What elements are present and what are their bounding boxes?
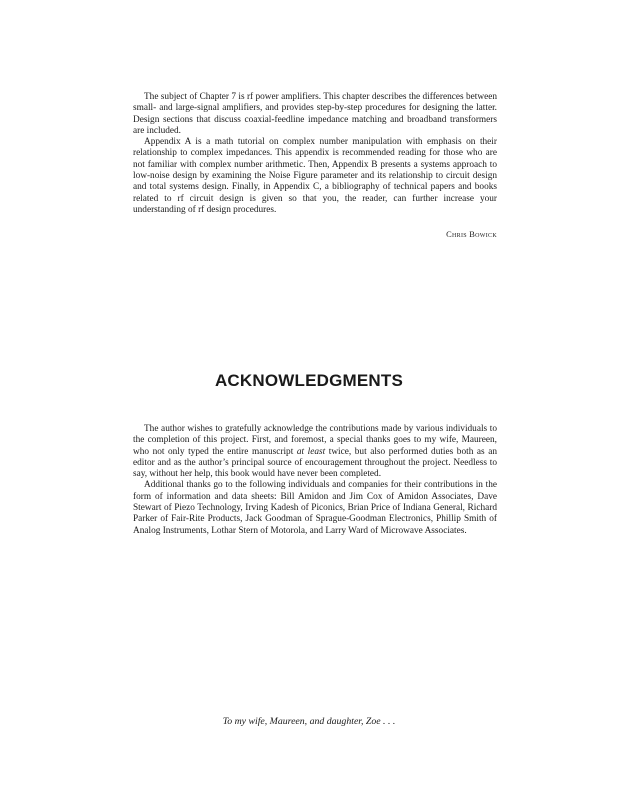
acknowledgments-text: [133, 424, 497, 537]
author-signature: Chris Bowick: [446, 230, 497, 239]
ack-text-part: The author wishes to gratefully acknowledge the contributions made by various individuals to the completion of this project. First, and foremost, a special thanks goes to my wife, Maureen, who not only typed the entire manuscript: [133, 424, 497, 457]
preface-paragraph-chapter7: The subject of Chapter 7 is rf power amplifiers. This chapter describes the differences between small- and large-signal amplifiers, and provides step-by-step procedures for designing the latter. Design sections that discuss coaxial-feedline impedance matching and broadband transformers are included.: [133, 92, 497, 136]
ack-emphasis: at least: [296, 446, 326, 457]
dedication: To my wife, Maureen, and daughter, Zoe . . .: [222, 716, 396, 727]
acknowledgments-paragraph-contributors: Additional thanks go to the following individuals and companies for their contributions in the form of information and data sheets: Bill Amidon and Jim Cox of Amidon Associates, Dave Stewart of Piezo Technology, Irving Kadesh of Piconics, Brian Price of Indiana General, Richard Parker of Fair-Rite Products, Jack Goodman of Sprague-Goodman Electronics, Phillip Smith of Analog Instruments, Lothar Stern of Motorola, and Larry Ward of Microwave Associates.: [133, 480, 497, 536]
preface-paragraph-appendices: Appendix A is a math tutorial on complex number manipulation with emphasis on their relationship to complex impedances. This appendix is recommended reading for those who are not familiar with complex number arithmetic. Then, Appendix B presents a systems approach to low-noise design by examining the Noise Figure parameter and its relationship to circuit design and total systems design. Finally, in Appendix C, a bibliography of technical papers and books related to rf circuit design is given so that you, the reader, can further increase your understanding of rf design procedures.: [133, 137, 497, 215]
acknowledgments-heading: ACKNOWLEDGMENTS: [214, 371, 404, 390]
ack-text-part: twice, but also performed duties both as an editor and as the author’s principal source of encouragement throughout the project. Needless to say, without her help, this book would have never been completed.: [133, 446, 497, 480]
preface-text: [133, 92, 497, 216]
acknowledgments-paragraph-wife: [133, 424, 497, 480]
